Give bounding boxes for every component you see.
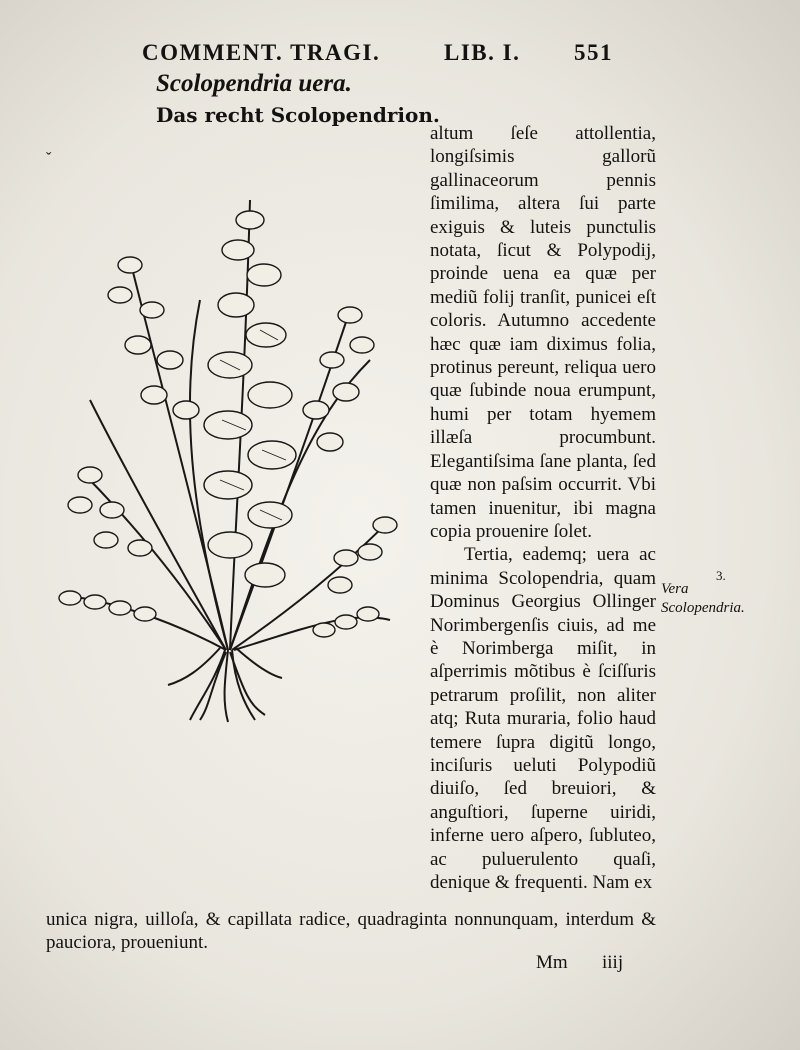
mark-glyph: ˇ — [46, 150, 52, 167]
margin-mark: 3. — [716, 568, 726, 583]
fern-illustration — [50, 180, 410, 725]
signature-mark: iiij — [602, 952, 624, 973]
paragraph-1: altum ſeſe attollentia, longiſsimis gallorũ gallinaceorum pennis ſimilima, altera ſui parte exiguis & luteis punctulis notata, ſicut & Polypodij, proinde uena ea quæ per mediũ folij tranſit, punicei eſt coloris. Autumno accedente hæc quæ iam diximus folia, protinus pereunt, reliqua uero quæ ſubinde noua erumpunt, humi per totam hyemem illæſa procumbunt. Elegantiſsima ſane planta, ſed quæ non paſsim occurrit. Vbi tamen inuenitur, ibi magna copia prouenire ſolet. — [430, 123, 656, 542]
page-title: Scolopendria uera. — [156, 70, 352, 97]
page-number: 551 — [574, 40, 613, 65]
catchword: Mm — [536, 952, 568, 973]
header-book: LIB. I. — [444, 40, 521, 65]
paragraph-2: Tertia, eademq; uera ac minima Scolopendria, quam Dominus Georgius Ollinger Norimbergenſis ciuis, ad me è Norimberga miſit, in aſperrimis mõtibus è ſciſſuris petrarum proſilit, non aliter atq; Ruta muraria, folio haud temere ſupra digitũ longo, inciſuris ueluti Polypodiũ diuiſo, ſed breuiori, & anguſtiori, ſuperne uiridi, inferne uero aſpero, ſubluteo, ac puluerulento quaſi, denique & frequenti. Nam ex — [430, 544, 656, 893]
margin-note: Vera Scolopendria. — [661, 581, 745, 616]
bottom-text: unica nigra, uilloſa, & capillata radice, quadraginta nonnunquam, interdum & pauciora, proueniunt. — [46, 909, 656, 953]
header-left: COMMENT. TRAGI. — [142, 40, 381, 65]
main-text-column — [430, 122, 656, 894]
page-subtitle: Das recht Scolopendrion. — [156, 103, 440, 127]
